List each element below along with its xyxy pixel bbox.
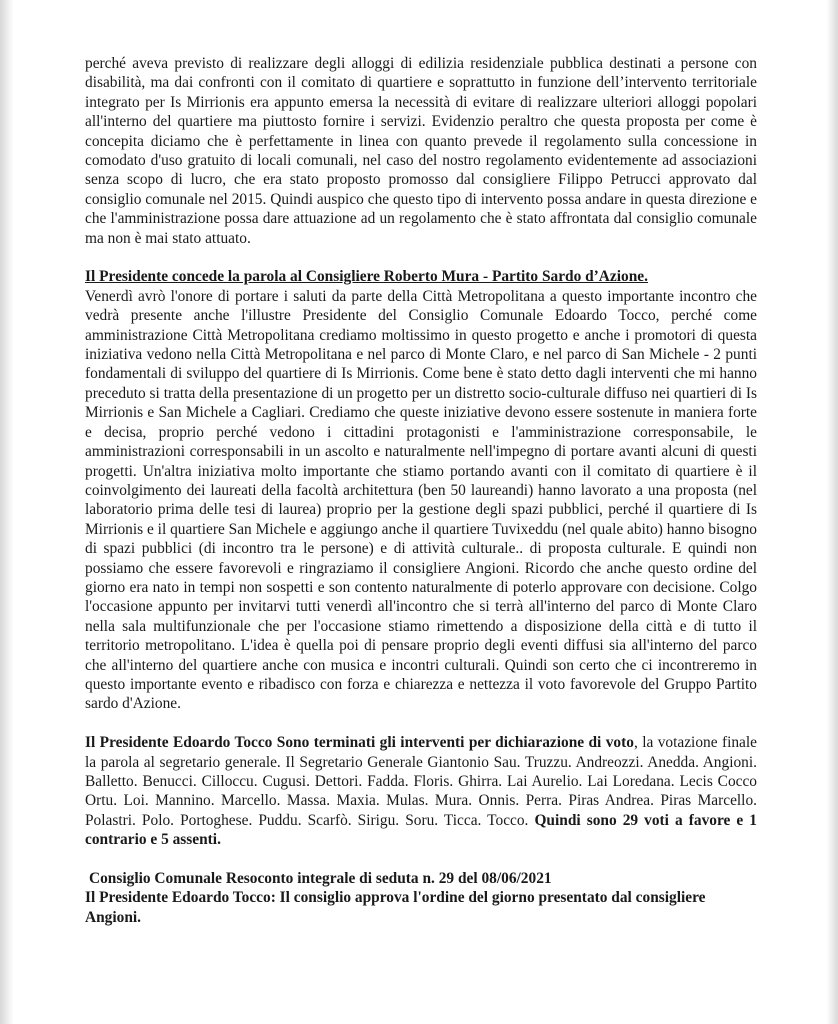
vote-result: Quindi sono 29 voti a favore e 1 contrario e 5 assenti. bbox=[85, 811, 757, 849]
paragraph-spacer bbox=[85, 850, 757, 869]
footer-session-title: Consiglio Comunale Resoconto integrale di seduta n. 29 del 08/06/2021 bbox=[89, 870, 552, 888]
paragraph-vote bbox=[85, 733, 757, 849]
page-edge-shadow-left bbox=[0, 0, 14, 1024]
page-edge-shadow-right bbox=[826, 0, 838, 1024]
paragraph-petrucci-regolamento: perché aveva previsto di realizzare degli alloggi di edilizia residenziale pubblica destinati a persone con disabilità, ma dai confronti con il comitato di quartiere e soprattutto in funzione dell’intervento territoriale integrato per Is Mirrionis era appunto emersa la necessità di evitare di realizzare ulteriori alloggi popolari all'interno del quartiere ma piuttosto fornire i servizi. Evidenzio peraltro che questa proposta per come è concepita diciamo che è perfettamente in linea con quanto prevede il regolamento sulla concessione in comodato d'uso gratuito di locali comunali, nel caso del nostro regolamento evidentemente ad associazioni senza scopo di lucro, che era stato proposto promosso dal consigliere Filippo Petrucci approvato dal consiglio comunale nel 2015. Quindi auspico che questo tipo di intervento possa andare in questa direzione e che l'amministrazione possa dare attuazione ad un regolamento che è stato affrontata dal consiglio comunale ma non è mai stato attuato. bbox=[85, 55, 757, 247]
paragraph-spacer bbox=[85, 714, 757, 733]
paragraph-spacer bbox=[85, 248, 757, 267]
paragraph-mura-speech: Venerdì avrò l'onore di portare i saluti da parte della Città Metropolitana a questo importante incontro che vedrà presente anche l'illustre Presidente del Consiglio Comunale Edoardo Tocco, perché come amministrazione Città Metropolitana crediamo moltissimo in questo progetto e anche i promotori di questa iniziativa vedono nella Città Metropolitana e nel parco di Monte Claro, e nel parco di San Michele - 2 punti fondamentali di sviluppo del quartiere di Is Mirrionis. Come bene è stato detto dagli interventi che mi hanno preceduto si tratta della presentazione di un progetto per un distretto socio-culturale diffuso nei quartieri di Is Mirrionis e San Michele a Cagliari. Crediamo che queste iniziative devono essere sostenute in maniera forte e decisa, proprio perché vedono i cittadini protagonisti e l'amministrazione corresponsabile, le amministrazioni corresponsabili in un ascolto e naturalmente nell'impegno di portare avanti alcuni di questi progetti. Un'altra iniziativa molto importante che stiamo portando avanti con il comitato di quartiere è il coinvolgimento dei laureati della facoltà architettura (ben 50 laureandi) hanno lavorato a una proposta (nel laboratorio prima delle tesi di laurea) proprio per la gestione degli spazi pubblici, perché il quartiere di Is Mirrionis e il quartiere San Michele e aggiungo anche il quartiere Tuvixeddu (nel quale abito) hanno bisogno di spazi pubblici (di incontro tra le persone) e di attività culturale.. di proposta culturale. E quindi non possiamo che essere favorevoli e ringraziamo il consigliere Angioni. Ricordo che anche questo ordine del giorno era nato in tempi non sospetti e son contento naturalmente di poterlo approvare con decisione. Colgo l'occasione appunto per invitarvi tutti venerdì all'incontro che si terrà all'interno del parco di Monte Claro nella sala multifunzionale che per l'occasione stiamo rimettendo a disposizione della città e di tutto il territorio metropolitano. L'idea è quella poi di pensare proprio degli eventi diffusi sia all'interno del parco che all'interno del quartiere anche con musica e incontri culturali. Quindi son certo che ci incontreremo in questo importante evento e ribadisco con forza e chiarezza e nettezza il voto favorevole del Gruppo Partito sardo d'Azione. bbox=[85, 287, 757, 713]
heading-mura-speaker: Il Presidente concede la parola al Consigliere Roberto Mura - Partito Sardo d’Azione. bbox=[85, 268, 648, 286]
document-page bbox=[85, 54, 757, 927]
vote-intro: Il Presidente Edoardo Tocco Sono terminati gli interventi per dichiarazione di voto bbox=[85, 734, 634, 752]
vote-roll-call: , la votazione finale la parola al segretario generale. Il Segretario Generale Giantonio Sau. Truzzu. Andreozzi. Anedda. Angioni. Balletto. Benucci. Cilloccu. Cugusi. Dettori. Fadda. Floris. Ghirra. Lai Aurelio. Lai Loredana. Lecis Cocco Ortu. Loi. Mannino. Marcello. Massa. Maxia. Mulas. Mura. Onnis. Perra. Piras Andrea. Piras Marcello. Polastri. Polo. Portoghese. Puddu. Scarfò. Sirigu. Soru. Ticca. Tocco. bbox=[85, 734, 757, 829]
footer-approval-note: Il Presidente Edoardo Tocco: Il consiglio approva l'ordine del giorno presentato dal consigliere Angioni. bbox=[85, 889, 706, 926]
